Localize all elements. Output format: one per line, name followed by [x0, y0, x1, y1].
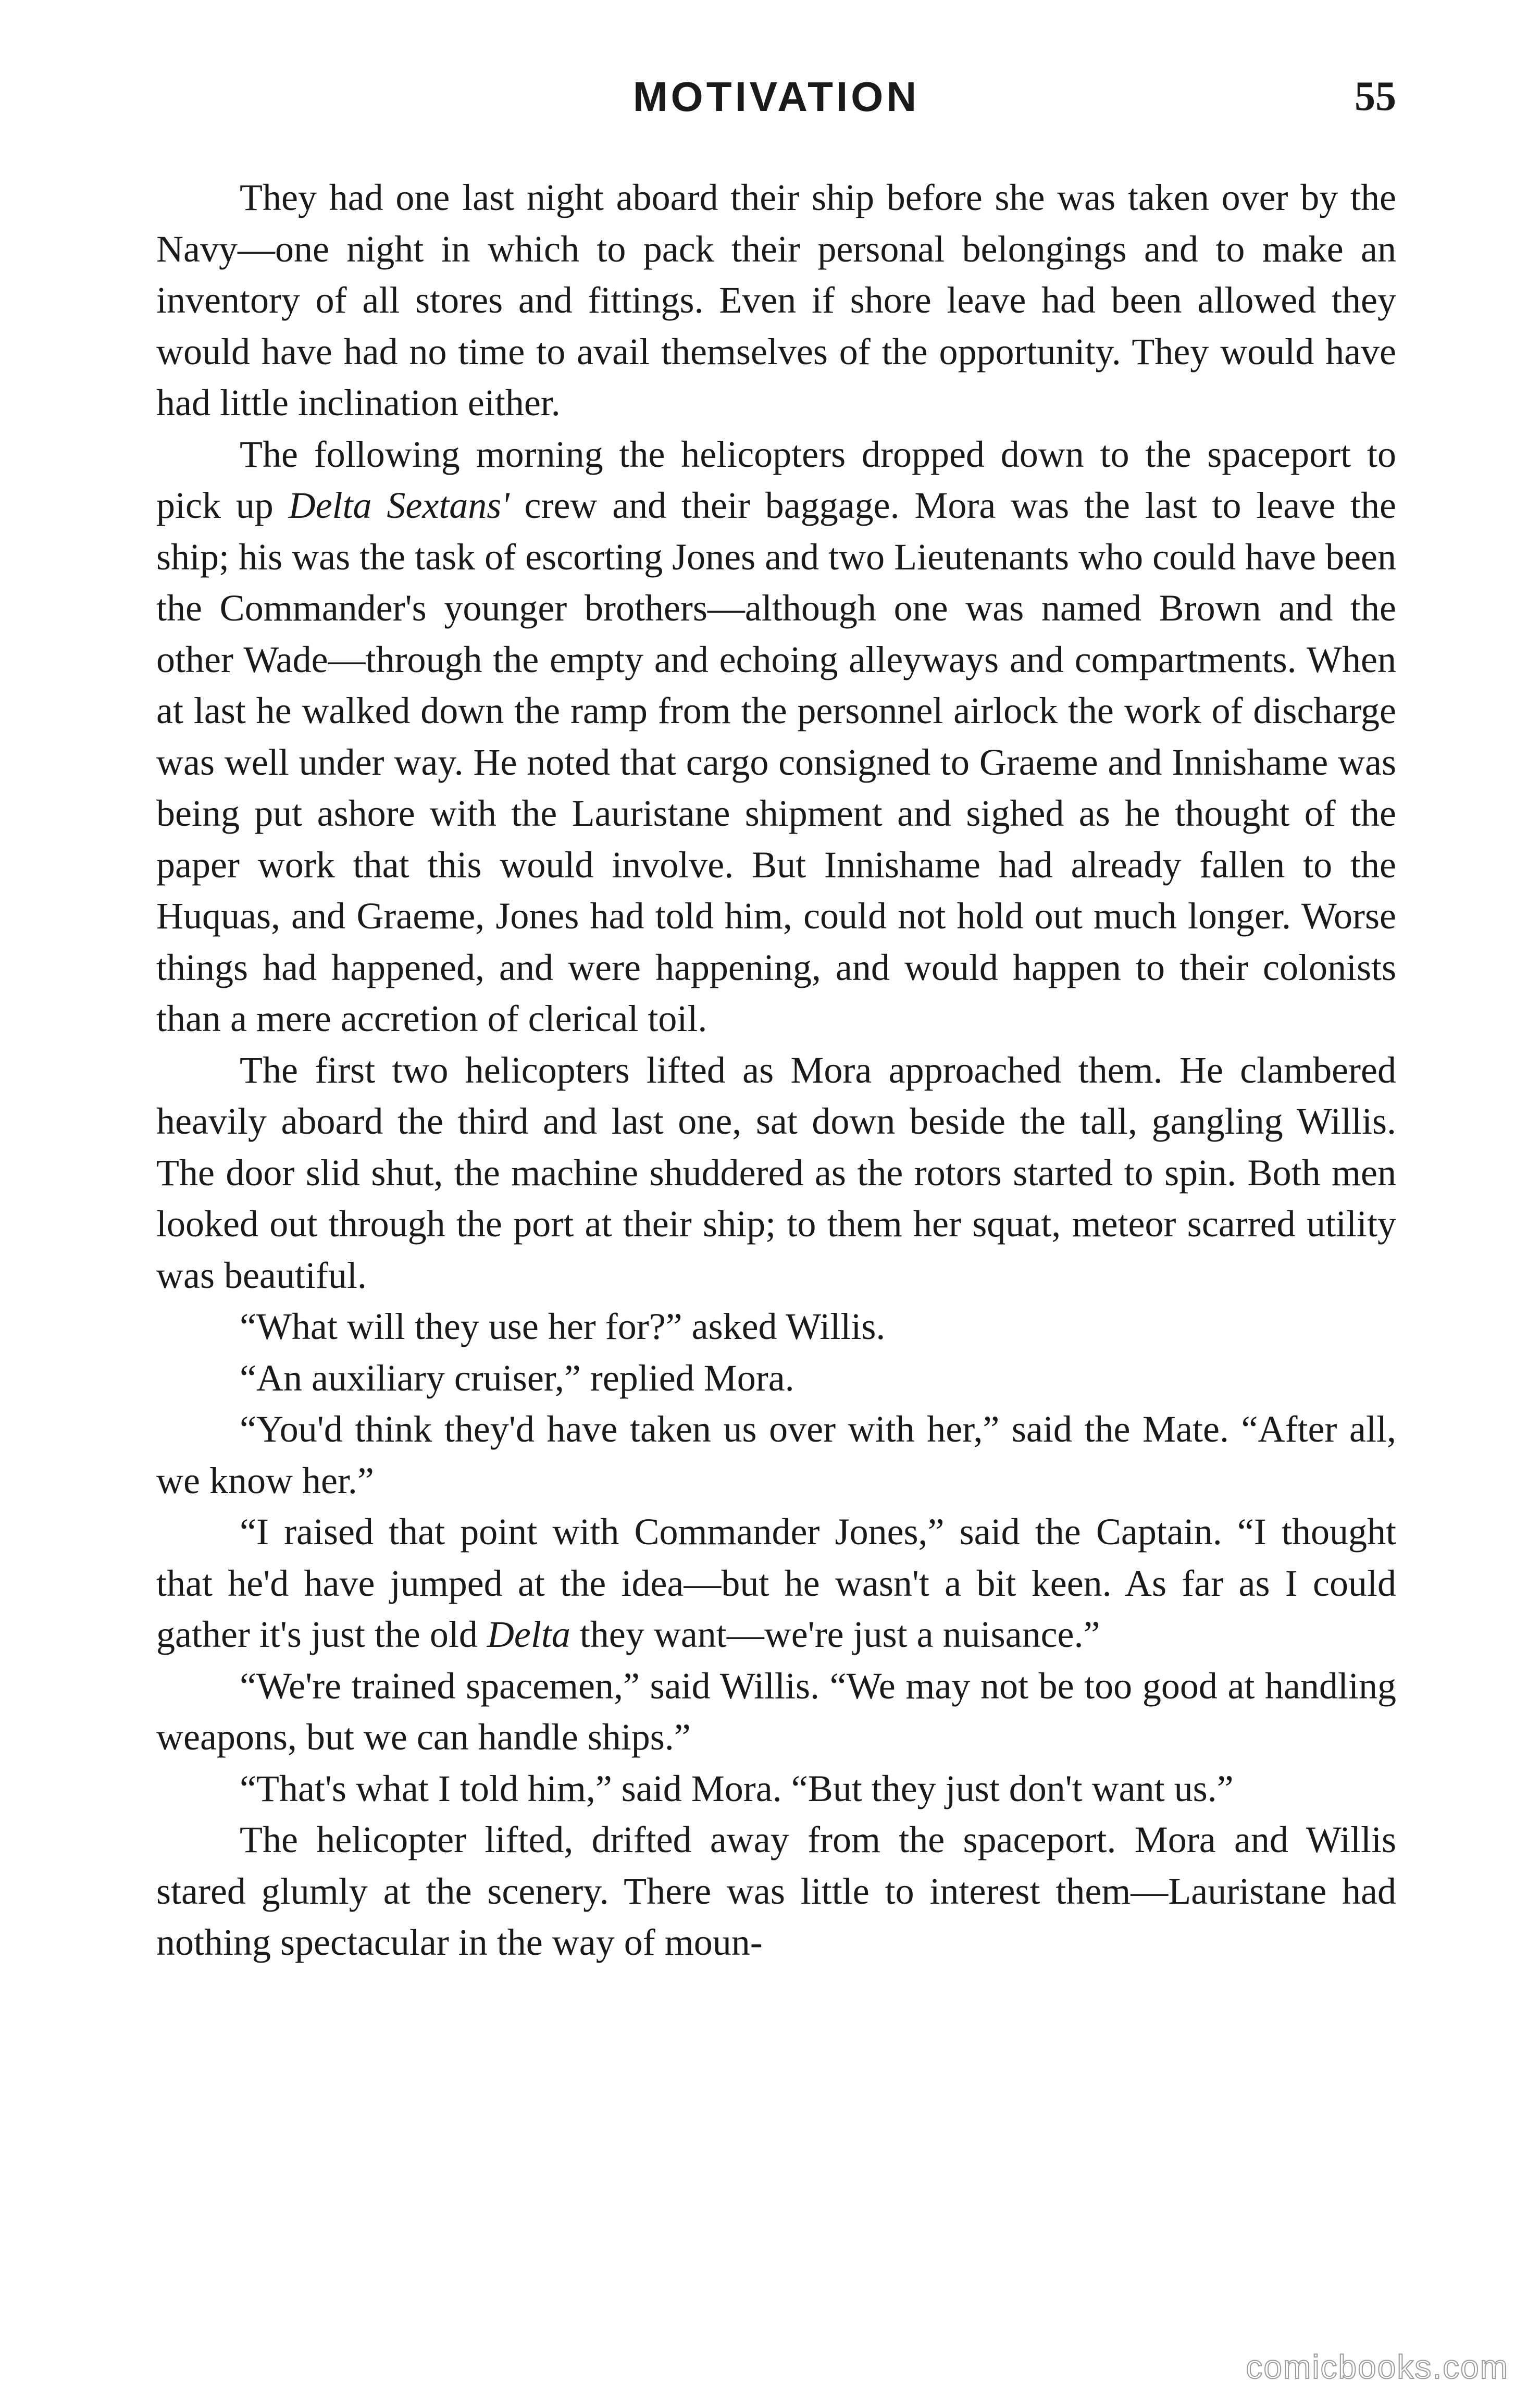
- ship-name-italic: Delta: [487, 1614, 570, 1655]
- body-text: [156, 172, 1396, 1968]
- watermark: comicbooks.com: [1246, 2348, 1509, 2386]
- paragraph: “You'd think they'd have taken us over with her,” said the Mate. “After all, we know her.”: [156, 1408, 1396, 1502]
- paragraph: [156, 1506, 1396, 1660]
- paragraph: The first two helicopters lifted as Mora approached them. He clambered heavily aboard the third and last one, sat down beside the tall, gangling Willis. The door slid shut, the machine shuddered as the rotors started to spin. Both men looked out through the port at their ship; to them her squat, meteor scarred utility was beautiful.: [156, 1049, 1396, 1296]
- page-number: 55: [1355, 73, 1396, 119]
- paragraph: “What will they use her for?” asked Willis.: [240, 1306, 886, 1347]
- paragraph: “An auxiliary cruiser,” replied Mora.: [240, 1357, 794, 1399]
- paragraph: [156, 429, 1396, 1045]
- paragraph: They had one last night aboard their ship before she was taken over by the Navy—one night in which to pack their personal belongings and to make an inventory of all stores and fittings. Even if shore leave had been allowed they would have had no time to avail themselves of the opportunity. They would have had little inclination either.: [156, 177, 1396, 424]
- running-head: MOTIVATION: [632, 73, 920, 120]
- paragraph: “That's what I told him,” said Mora. “But they just don't want us.”: [240, 1767, 1234, 1809]
- paragraph-text: “I raised that point with Commander Jones,” said the Captain. “I thought that he'd have jumped at the idea—but he wasn't a bit keen. As far as I could gather it's just the old: [156, 1511, 1396, 1655]
- paragraph-text: The following morning the helicopters dropped down to the spaceport to pick up: [156, 433, 1396, 526]
- paragraph: The helicopter lifted, drifted away from the spaceport. Mora and Willis stared glumly at the scenery. There was little to interest them—Lauristane had nothing spectacular in the way of moun-: [156, 1819, 1396, 1963]
- paragraph-text: crew and their baggage. Mora was the last to leave the ship; his was the task of escorting Jones and two Lieutenants who could have been the Commander's younger brothers—although one was named Brown and the other Wade—through the empty and echoing alleyways and compartments. When at last he walked down the ramp from the personnel airlock the work of discharge was well under way. He noted that cargo consigned to Graeme and Innishame was being put ashore with the Lauristane shipment and sighed as he thought of the paper work that this would involve. But Innishame had already fallen to the Huquas, and Graeme, Jones had told him, could not hold out much longer. Worse things had happened, and were happening, and would happen to their colonists than a mere accretion of clerical toil.: [156, 485, 1396, 1039]
- paragraph-text: they want—we're just a nuisance.”: [570, 1614, 1100, 1655]
- paragraph: “We're trained spacemen,” said Willis. “We may not be too good at handling weapons, but we can handle ships.”: [156, 1665, 1396, 1758]
- page-header: [156, 73, 1396, 130]
- ship-name-italic: Delta Sextans': [288, 485, 510, 526]
